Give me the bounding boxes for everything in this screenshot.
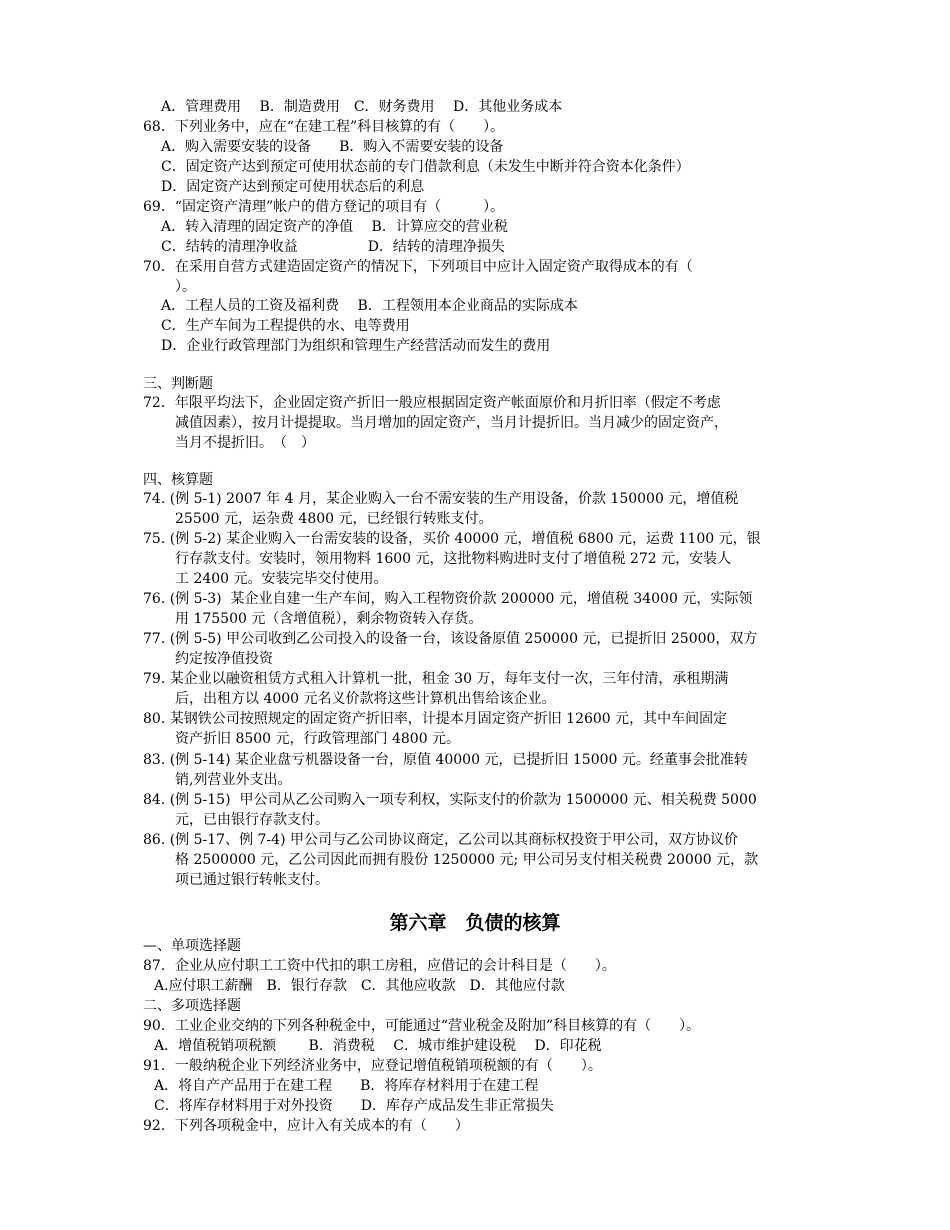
q72-line-3: 当月不提折旧。 （ ） (175, 435, 315, 451)
section-heading-multi-choice: 二、多项选择题 (143, 998, 241, 1014)
q77-line-2: 约定按净值投资 (175, 651, 273, 667)
q68-option-c: C．固定资产达到预定可使用状态前的专门借款利息（未发生中断并符合资本化条件） (161, 159, 690, 175)
q72-line-2: 减值因素），按月计提提取。当月增加的固定资产，当月计提折旧。当月减少的固定资产， (175, 415, 728, 431)
q86-line-3: 项已通过银行转帐支付。 (175, 872, 329, 888)
q76-line-2: 用 175500 元（含增值税），剩余物资转入存货。 (175, 611, 483, 627)
q74-line-1: 74. (例 5-1) 2007 年 4 月，某企业购入一台不需安装的生产用设备，价款 150000 元，增值税 (143, 491, 739, 507)
q75-line-1: 75. (例 5-2) 某企业购入一台需安装的设备，买价 40000 元，增值税 6800 元，运费 1100 元，银 (143, 531, 761, 547)
q86-line-1: 86. (例 5-17、例 7-4) 甲公司与乙公司协议商定，乙公司以其商标权投资于甲公司，双方协议价 (143, 832, 738, 848)
q70-options-ab: A．工程人员的工资及福利费 B．工程领用本企业商品的实际成本 (161, 298, 578, 314)
q90-question: 90．工业企业交纳的下列各种税金中，可能通过“营业税金及附加”科目核算的有（ ）。 (143, 1018, 701, 1034)
q79-line-2: 后，出租方以 4000 元名义价款将这些计算机出售给该企业。 (175, 691, 556, 707)
q67-options: A．管理费用 B．制造费用 C．财务费用 D．其他业务成本 (161, 99, 563, 115)
q79-line-1: 79. 某企业以融资租赁方式租入计算机一批，租金 30 万，每年支付一次，三年付清，承租期满 (143, 671, 729, 687)
q92-question: 92．下列各项税金中，应计入有关成本的有（ ） (143, 1118, 469, 1134)
q75-line-3: 工 2400 元。安装完毕交付使用。 (175, 571, 388, 587)
q70-option-c: C．生产车间为工程提供的水、电等费用 (161, 318, 410, 334)
q70-question-end: ）。 (175, 279, 196, 295)
q69-question: 69．“固定资产清理”帐户的借方登记的项目有（ ）。 (143, 199, 505, 215)
q70-option-d: D．企业行政管理部门为组织和管理生产经营活动而发生的费用 (161, 338, 551, 354)
q91-options-ab: A．将自产产品用于在建工程 B．将库存材料用于在建工程 (154, 1078, 539, 1094)
q72-line-1: 72．年限平均法下，企业固定资产折旧一般应根据固定资产帐面原价和月折旧率（假定不考虑 (143, 395, 721, 411)
q68-options-ab: A．购入需要安装的设备 B．购入不需要安装的设备 (161, 139, 504, 155)
q84-line-1: 84. (例 5-15) 甲公司从乙公司购入一项专利权，实际支付的价款为 1500000 元、相关税费 5000 (143, 792, 757, 808)
q69-options-cd: C．结转的清理净收益 D．结转的清理净损失 (161, 239, 505, 255)
q83-line-2: 销,列营业外支出。 (175, 772, 292, 788)
q91-options-cd: C．将库存材料用于对外投资 D．库存产成品发生非正常损失 (154, 1098, 554, 1114)
q80-line-2: 资产折旧 8500 元，行政管理部门 4800 元。 (175, 731, 461, 747)
q68-question: 68．下列业务中，应在“在建工程”科目核算的有（ ）。 (143, 119, 505, 135)
q75-line-2: 行存款支付。安装时，领用物料 1600 元，这批物料购进时支付了增值税 272 元，安装人 (175, 551, 732, 567)
q70-question: 70．在采用自营方式建造固定资产的情况下，下列项目中应计入固定资产取得成本的有（ (143, 259, 693, 275)
q80-line-1: 80. 某钢铁公司按照规定的固定资产折旧率，计提本月固定资产折旧 12600 元，其中车间固定 (143, 711, 728, 727)
q90-options: A．增值税销项税额 B．消费税 C．城市维护建设税 D．印花税 (154, 1038, 602, 1054)
q74-line-2: 25500 元，运杂费 4800 元，已经银行转账支付。 (175, 511, 493, 527)
q69-options-ab: A．转入清理的固定资产的净值 B．计算应交的营业税 (161, 219, 508, 235)
q76-line-1: 76. (例 5-3) 某企业自建一生产车间，购入工程物资价款 200000 元，增值税 34000 元，实际领 (143, 591, 753, 607)
q83-line-1: 83. (例 5-14) 某企业盘亏机器设备一台，原值 40000 元，已提折旧 15000 元。经董事会批准转 (143, 752, 748, 768)
chapter-title: 第六章 负债的核算 (389, 912, 561, 934)
q91-question: 91．一般纳税企业下列经济业务中，应登记增值税销项税额的有（ ）。 (143, 1058, 602, 1074)
q68-option-d: D．固定资产达到预定可使用状态后的利息 (161, 179, 425, 195)
q87-options: A.应付职工薪酬 B．银行存款 C．其他应收款 D．其他应付款 (154, 978, 565, 994)
section-heading-calculation: 四、核算题 (143, 472, 213, 488)
q86-line-2: 格 2500000 元，乙公司因此而拥有股份 1250000 元; 甲公司另支付相关税费 20000 元，款 (175, 852, 759, 868)
q77-line-1: 77. (例 5-5) 甲公司收到乙公司投入的设备一台，该设备原值 250000 元，已提折旧 25000，双方 (143, 631, 758, 647)
q87-question: 87．企业从应付职工工资中代扣的职工房租，应借记的会计科目是（ ）。 (143, 958, 616, 974)
q84-line-2: 元，已由银行存款支付。 (175, 812, 329, 828)
section-heading-judgement: 三、判断题 (143, 376, 213, 392)
section-heading-single-choice: —、单项选择题 (143, 938, 241, 954)
